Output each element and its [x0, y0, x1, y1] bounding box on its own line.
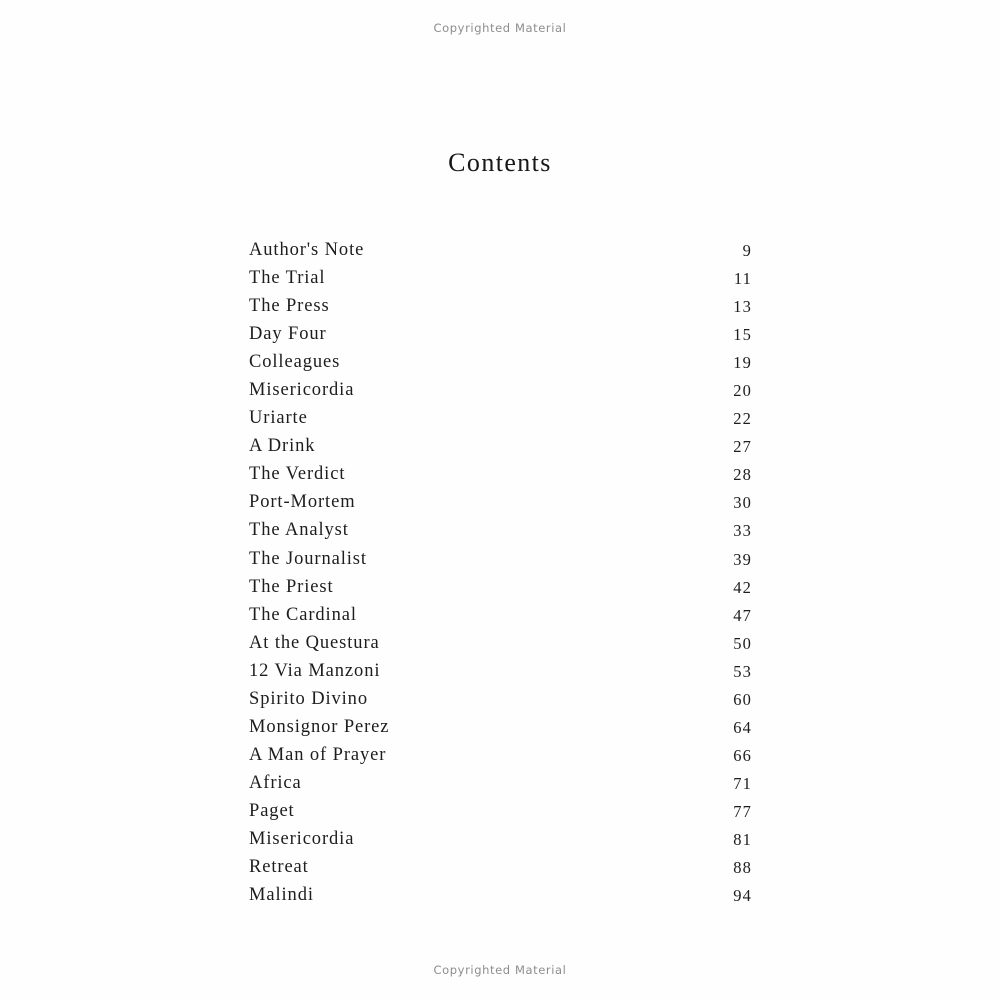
toc-entry[interactable] — [249, 432, 752, 460]
toc-entry[interactable] — [249, 545, 752, 573]
toc-entry-page-number: 39 — [733, 549, 752, 569]
toc-entry-label: Malindi — [249, 885, 314, 906]
toc-entry-page-number: 47 — [733, 605, 752, 625]
toc-entry-page-number: 28 — [733, 465, 752, 485]
toc-entry[interactable] — [249, 769, 752, 797]
toc-entry-page-number: 27 — [733, 437, 752, 457]
toc-entry-page-number: 94 — [733, 886, 752, 906]
copyright-watermark-top: Copyrighted Material — [433, 21, 567, 35]
toc-entry-page-number: 15 — [733, 325, 752, 345]
toc-entry-label: Spirito Divino — [249, 688, 368, 709]
toc-entry-label: The Verdict — [249, 464, 346, 485]
toc-entry[interactable] — [249, 685, 752, 713]
toc-entry[interactable] — [249, 825, 752, 853]
toc-entry[interactable] — [249, 601, 752, 629]
toc-entry-label: Monsignor Perez — [249, 716, 390, 737]
toc-entry-page-number: 88 — [733, 858, 752, 878]
toc-entry-page-number: 53 — [733, 661, 752, 681]
toc-entry-page-number: 60 — [733, 689, 752, 709]
toc-entry[interactable] — [249, 629, 752, 657]
toc-entry-page-number: 50 — [733, 633, 752, 653]
toc-entry[interactable] — [249, 657, 752, 685]
toc-entry-label: Port-Mortem — [249, 492, 356, 513]
toc-entry-page-number: 13 — [733, 297, 752, 317]
toc-entry[interactable] — [249, 488, 752, 516]
toc-entry[interactable] — [249, 881, 752, 909]
toc-entry-page-number: 30 — [733, 493, 752, 513]
toc-entry[interactable] — [249, 573, 752, 601]
toc-entry-page-number: 20 — [733, 381, 752, 401]
toc-entry-label: Africa — [249, 772, 302, 793]
toc-entry-label: The Priest — [249, 576, 334, 597]
toc-entry-label: Retreat — [249, 857, 309, 878]
toc-entry-page-number: 66 — [733, 745, 752, 765]
toc-entry-label: Day Four — [249, 324, 327, 345]
toc-entry[interactable] — [249, 404, 752, 432]
toc-entry-page-number: 22 — [733, 409, 752, 429]
toc-entry-label: The Press — [249, 296, 330, 317]
toc-entry-label: The Trial — [249, 268, 326, 289]
toc-entry[interactable] — [249, 376, 752, 404]
toc-entry-label: Colleagues — [249, 352, 341, 373]
toc-entry[interactable] — [249, 713, 752, 741]
toc-entry-label: 12 Via Manzoni — [249, 660, 381, 681]
toc-entry-page-number: 81 — [733, 829, 752, 849]
toc-entry[interactable] — [249, 460, 752, 488]
toc-entry-label: Uriarte — [249, 408, 308, 429]
toc-entry-page-number: 19 — [733, 353, 752, 373]
toc-entry-page-number: 64 — [733, 717, 752, 737]
toc-entry-page-number: 77 — [733, 801, 752, 821]
toc-entry-page-number: 71 — [733, 773, 752, 793]
toc-entry-page-number: 11 — [733, 269, 752, 289]
toc-entry[interactable] — [249, 853, 752, 881]
toc-entry-label: Paget — [249, 800, 295, 821]
page-title: Contents — [448, 148, 552, 177]
toc-entry-page-number: 9 — [742, 241, 752, 260]
toc-entry-label: The Analyst — [249, 520, 349, 541]
toc-entry[interactable] — [249, 320, 752, 348]
toc-entry-label: Author's Note — [249, 240, 365, 260]
toc-entry-label: A Drink — [249, 436, 316, 457]
toc-entry-page-number: 33 — [733, 521, 752, 541]
toc-entry-label: Misericordia — [249, 380, 355, 401]
toc-entry[interactable] — [249, 797, 752, 825]
toc-entry-label: The Cardinal — [249, 604, 357, 625]
toc-entry[interactable] — [249, 741, 752, 769]
copyright-watermark-bottom: Copyrighted Material — [433, 963, 567, 977]
toc-entry-label: The Journalist — [249, 548, 367, 569]
table-of-contents — [249, 236, 752, 909]
toc-entry[interactable] — [249, 264, 752, 292]
toc-entry-label: At the Questura — [249, 632, 380, 653]
toc-entry-page-number: 42 — [733, 577, 752, 597]
toc-entry[interactable] — [249, 348, 752, 376]
toc-entry[interactable] — [249, 236, 752, 264]
toc-entry-label: Misericordia — [249, 828, 355, 849]
toc-entry[interactable] — [249, 292, 752, 320]
toc-entry[interactable] — [249, 516, 752, 544]
toc-entry-label: A Man of Prayer — [249, 744, 387, 765]
